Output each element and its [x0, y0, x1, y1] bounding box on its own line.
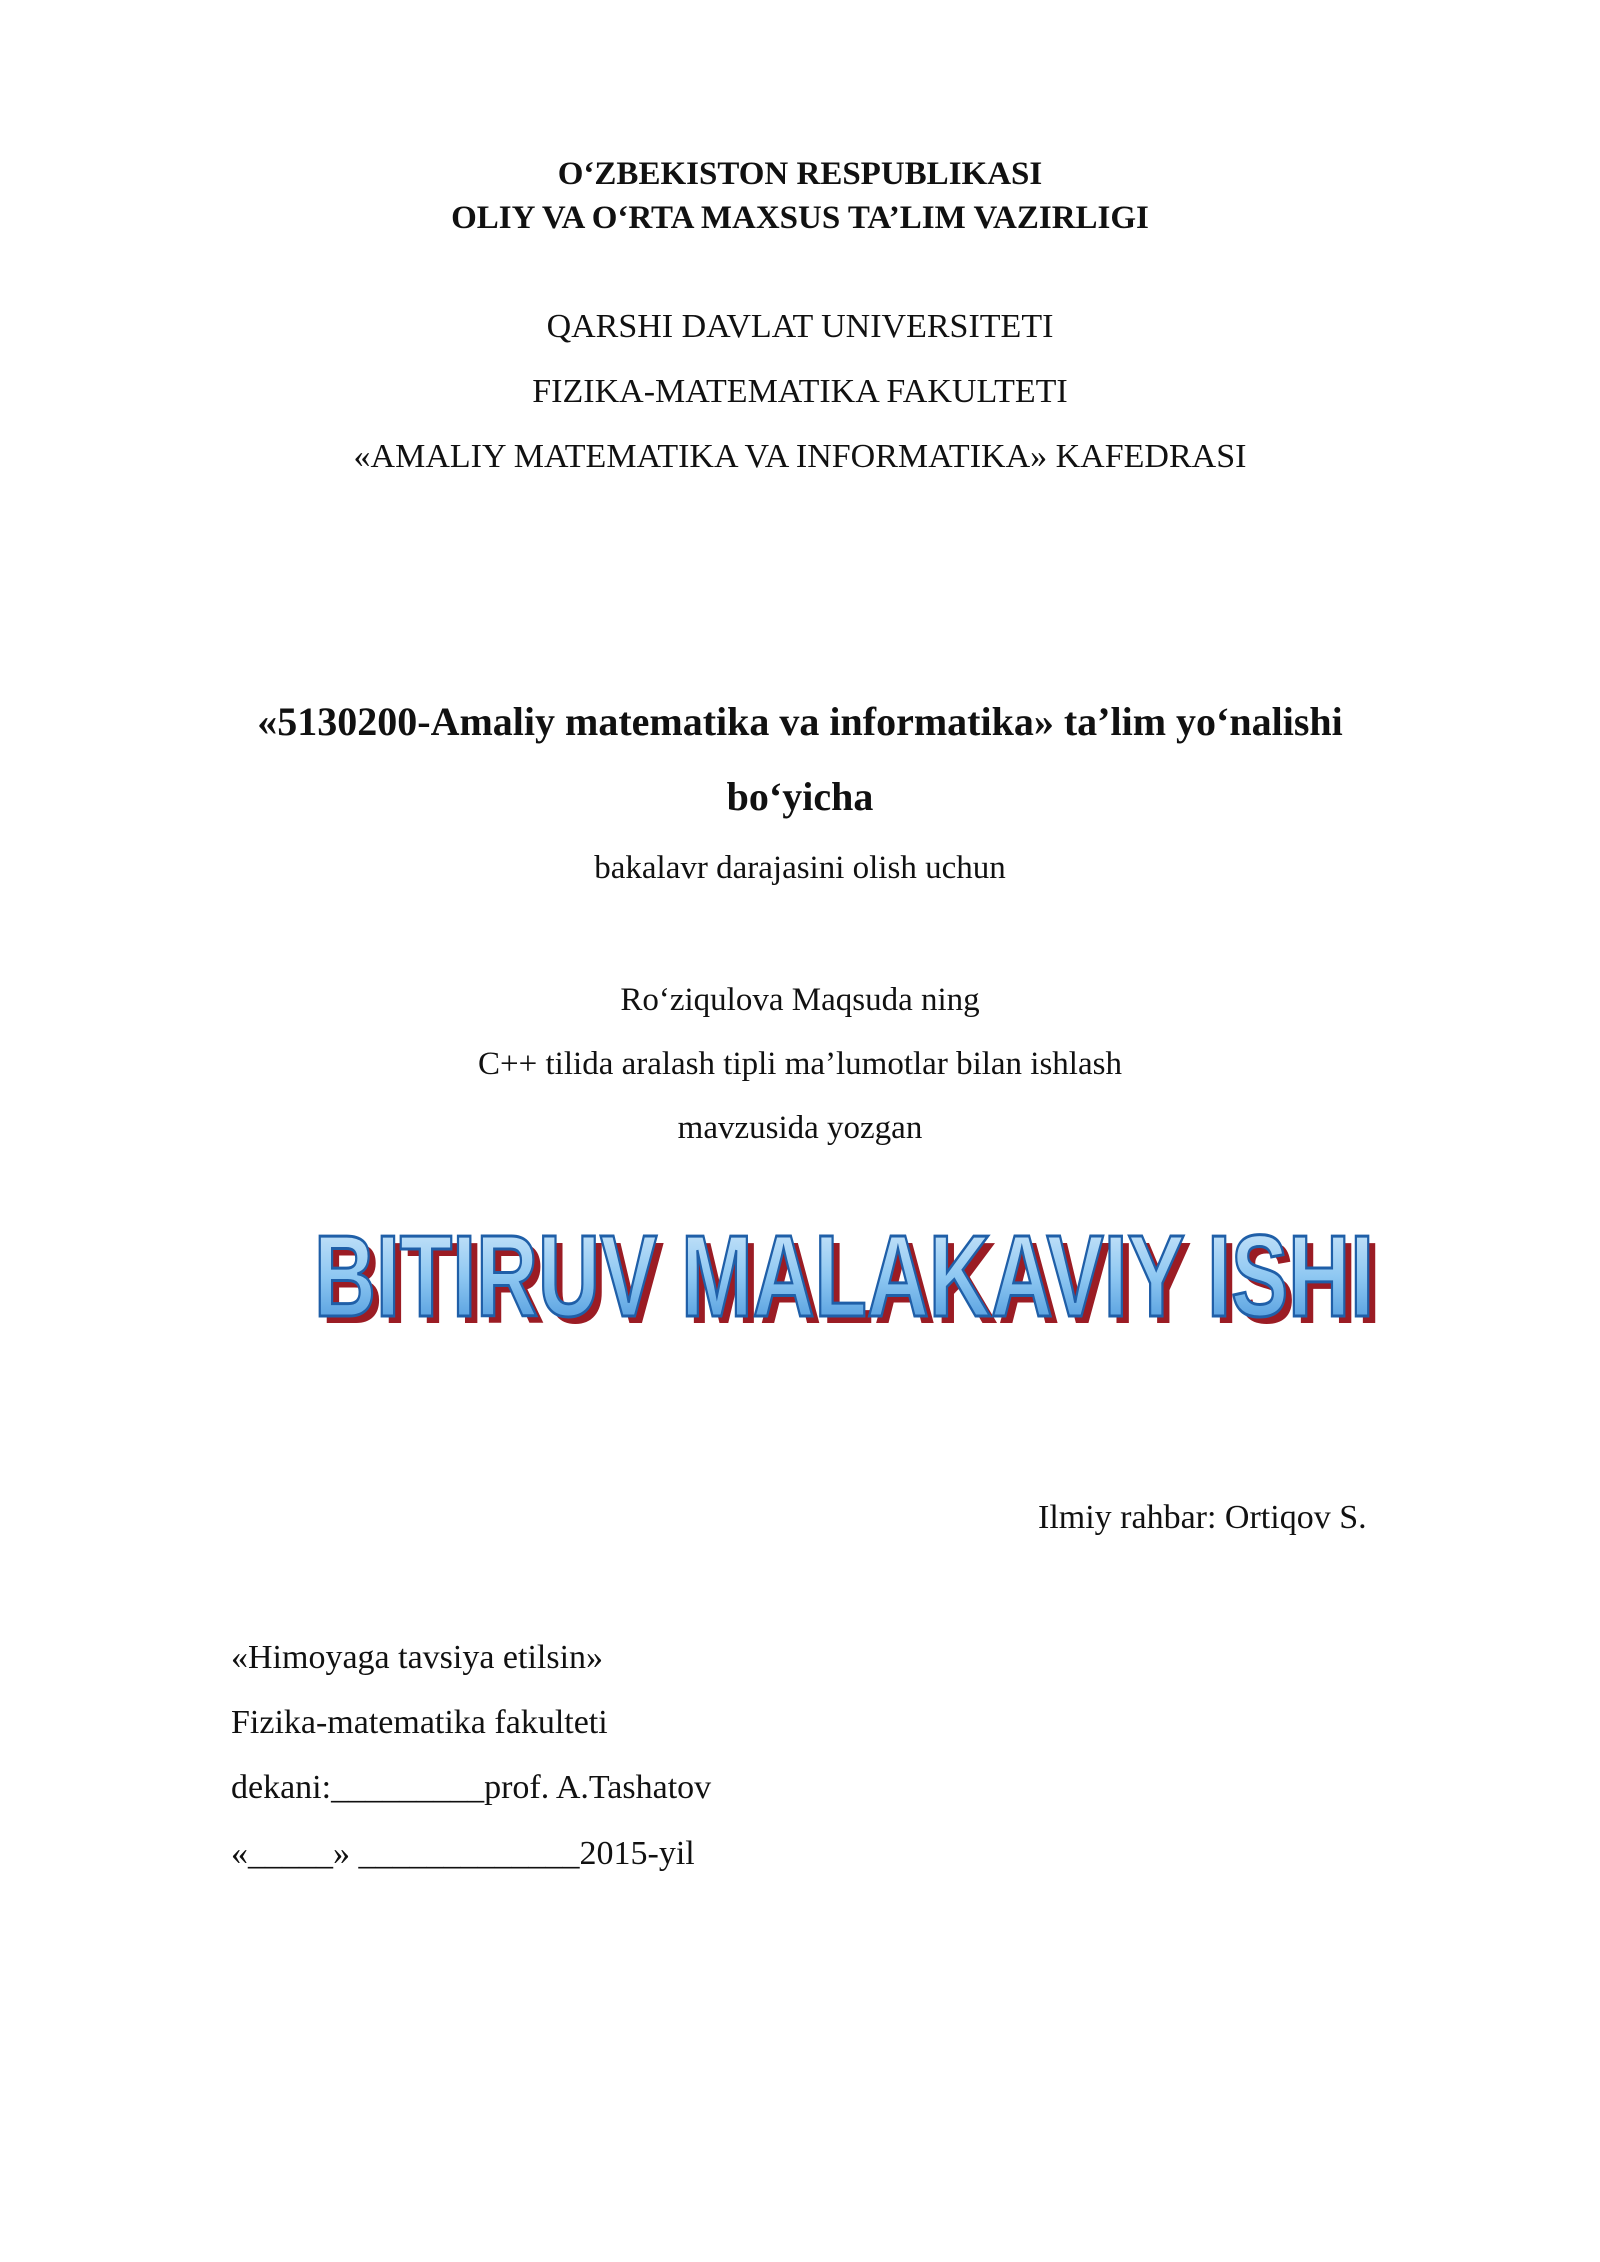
- topic-line: C++ tilida aralash tipli ma’lumotlar bilan ishlash: [478, 1046, 1122, 1082]
- approval-line-2: Fizika-matematika fakulteti: [231, 1704, 608, 1741]
- author-name-line: Ro‘ziqulova Maqsuda ning: [620, 982, 980, 1018]
- supervisor-line: Ilmiy rahbar: Ortiqov S.: [1038, 1499, 1367, 1536]
- title-wordart-text: BITIRUV MALAKAVIY ISHI: [314, 1215, 1374, 1341]
- title-wordart: [300, 1215, 1390, 1345]
- approval-line-3: dekani:_________prof. A.Tashatov: [231, 1769, 712, 1806]
- direction-line-2: bo‘yicha: [726, 774, 874, 819]
- faculty-name: FIZIKA-MATEMATIKA FAKULTETI: [532, 373, 1068, 410]
- written-line: mavzusida yozgan: [677, 1110, 923, 1146]
- approval-line-4: «_____» _____________2015-yil: [231, 1835, 695, 1872]
- ministry-line-1: O‘ZBEKISTON RESPUBLIKASI: [557, 156, 1043, 192]
- approval-line-1: «Himoyaga tavsiya etilsin»: [231, 1639, 604, 1676]
- title-wordart-shadow: BITIRUV MALAKAVIY ISHI: [321, 1218, 1381, 1345]
- ministry-line-2: OLIY VA O‘RTA MAXSUS TA’LIM VAZIRLIGI: [451, 200, 1149, 236]
- degree-line: bakalavr darajasini olish uchun: [594, 850, 1006, 886]
- department-name: «AMALIY MATEMATIKA VA INFORMATIKA» KAFEDRASI: [353, 438, 1247, 475]
- direction-line-1: «5130200-Amaliy matematika va informatika» ta’lim yo‘nalishi: [257, 699, 1343, 744]
- university-name: QARSHI DAVLAT UNIVERSITETI: [546, 308, 1054, 345]
